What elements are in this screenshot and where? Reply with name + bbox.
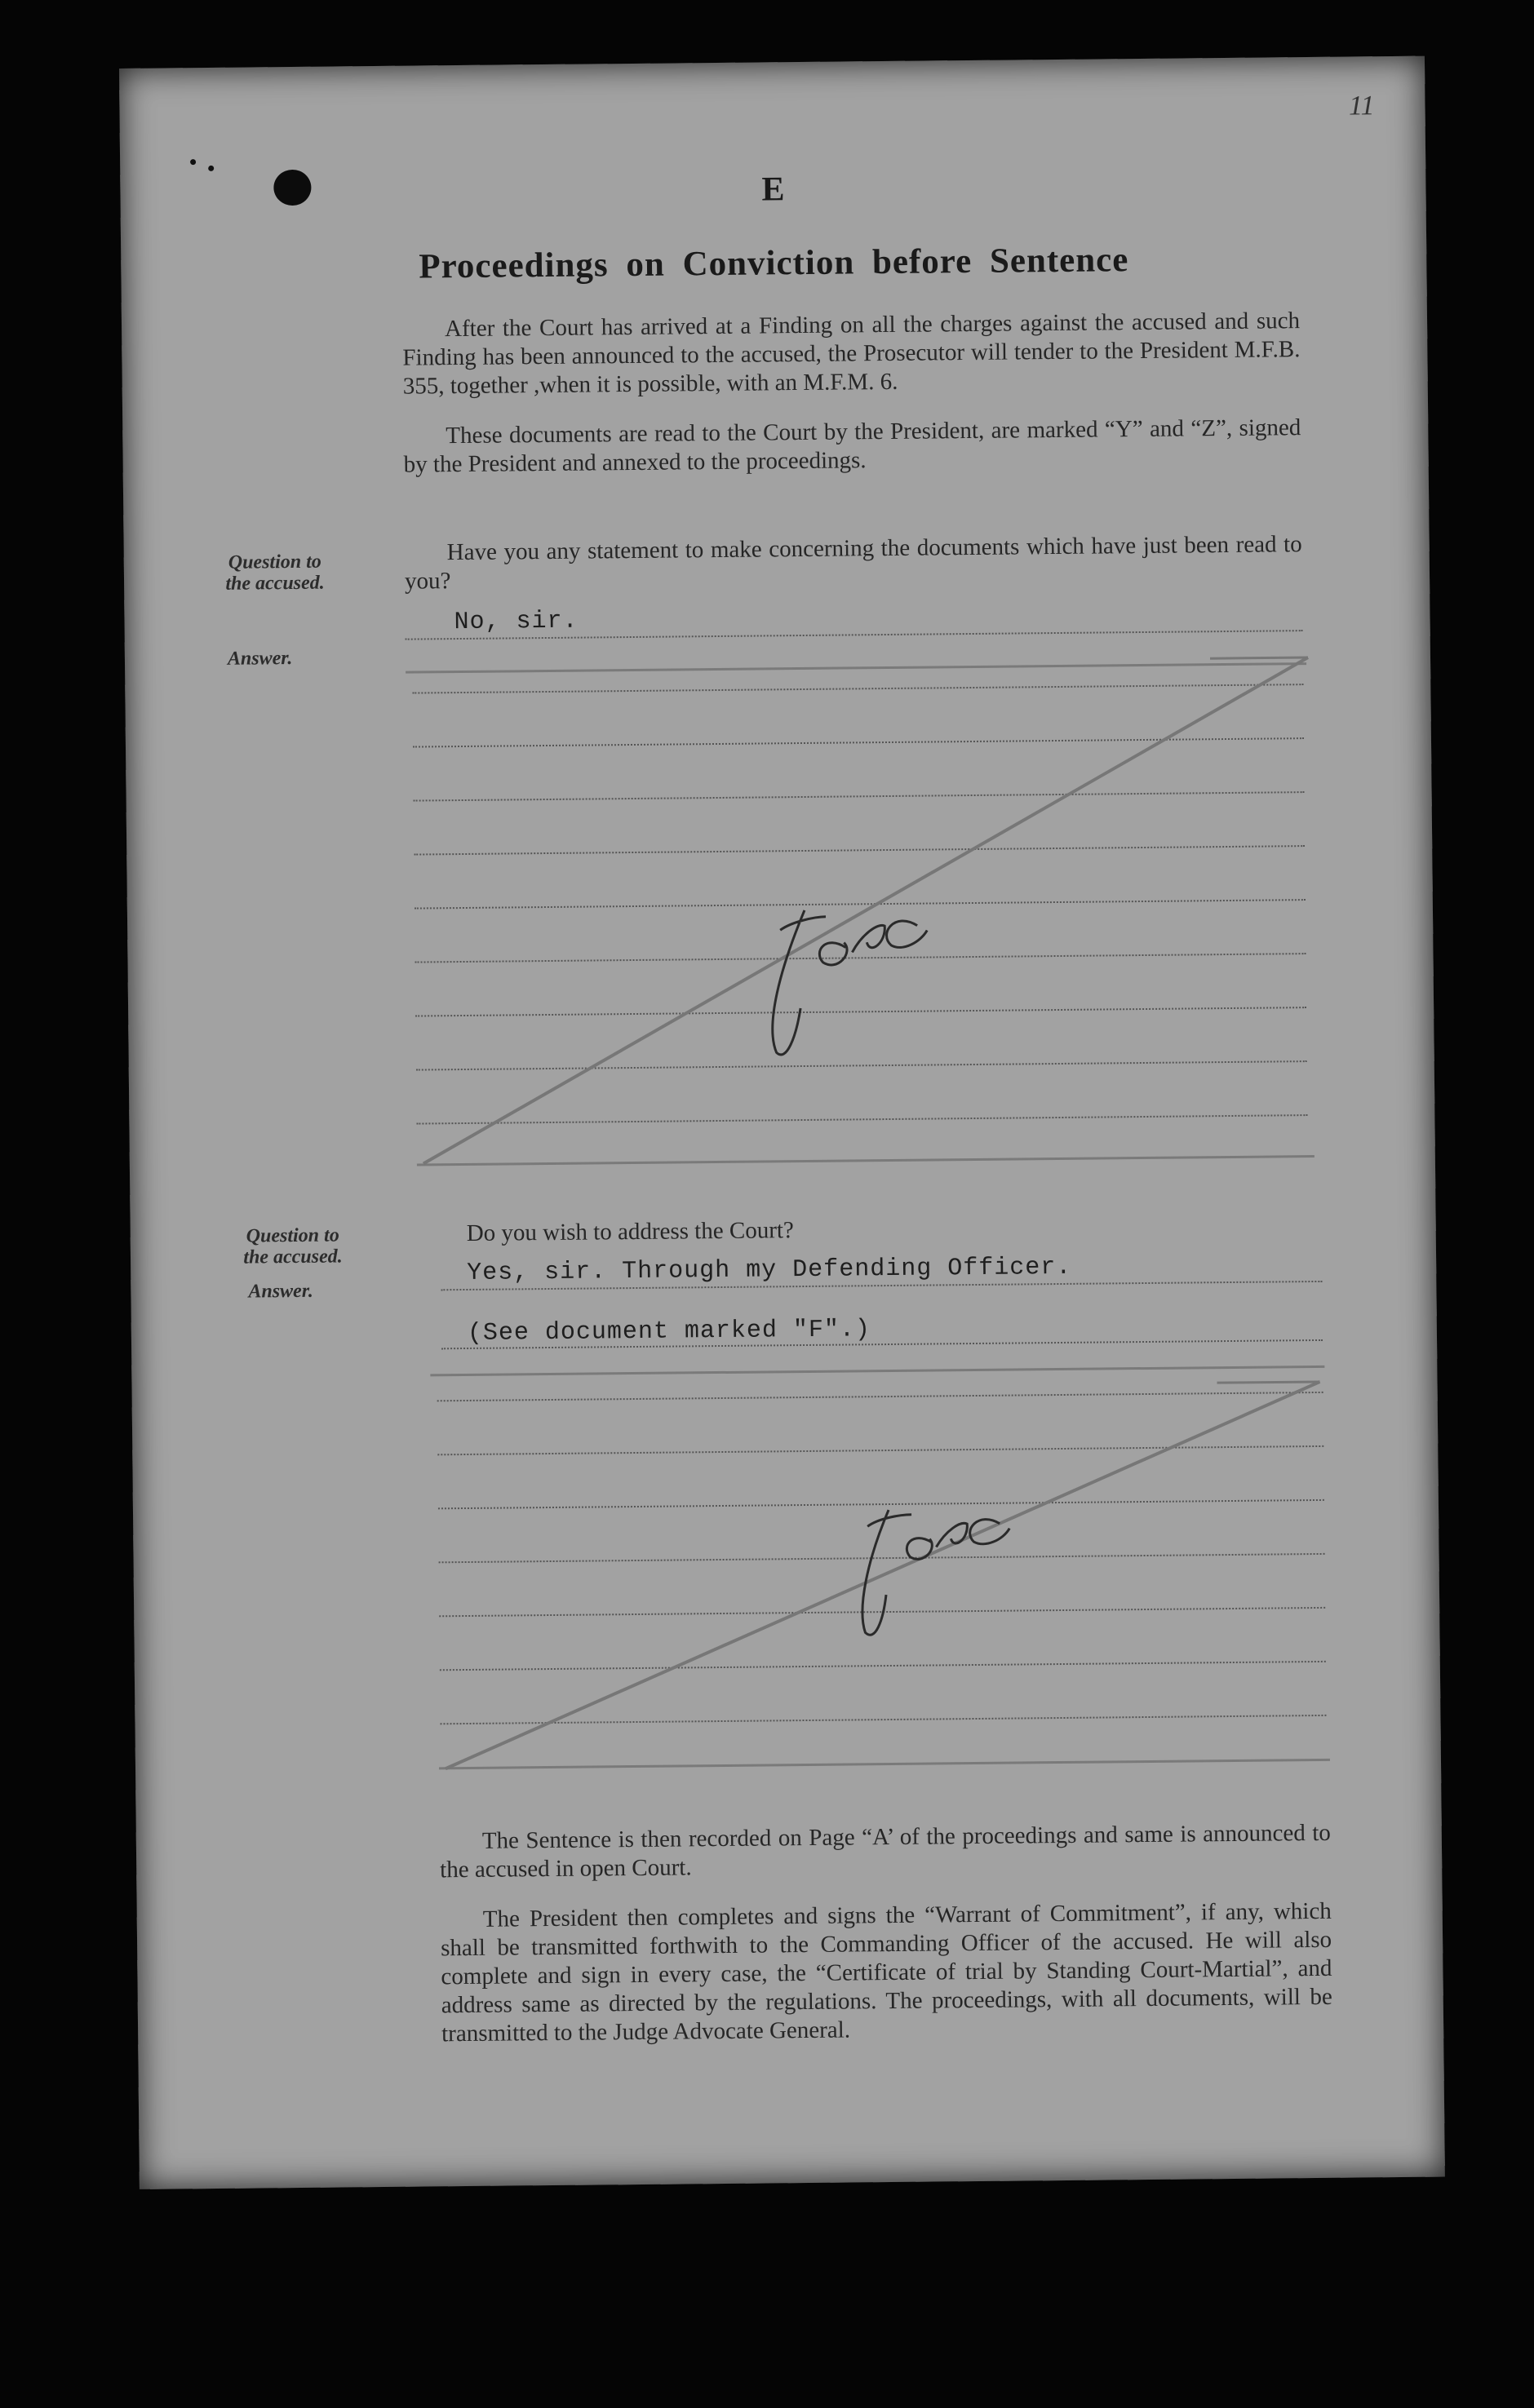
- speck: [208, 166, 214, 171]
- margin-label-line: Question to: [228, 551, 321, 573]
- initials-signature: [747, 867, 961, 1065]
- page-title: Proceedings on Conviction before Sentence: [419, 241, 1129, 286]
- question-one-text: [405, 530, 1303, 596]
- margin-label-line: the accused.: [243, 1246, 343, 1268]
- question-two-text: Do you wish to address the Court?: [466, 1217, 794, 1246]
- section-letter: E: [761, 170, 785, 209]
- margin-label-line: Question to: [246, 1224, 339, 1247]
- document-page: [119, 56, 1445, 2189]
- speck: [190, 159, 196, 165]
- closing-paragraph-1: The Sentence is then recorded on Page “A’ of the proceedings and same is announced to the accused in open Court.: [440, 1819, 1331, 1883]
- intro-paragraph-1: After the Court has arrived at a Finding on all the charges against the accused and such Finding has been announced to the accused, the Prosecutor will tender to the President M.F.B. 355, together ,when it is possible, with an M.F.M. 6.: [402, 308, 1301, 400]
- initials-text: JCAC: [747, 867, 779, 882]
- question-one-typed-answer: No, sir.: [454, 607, 579, 637]
- closing-text: [440, 1819, 1333, 2048]
- initials-text: JCAC: [834, 1475, 867, 1490]
- initials-signature: [834, 1475, 1049, 1649]
- question-one-margin-label: [214, 551, 336, 594]
- question-one-answer-label: Answer.: [227, 647, 293, 670]
- question-two-margin-label: [232, 1224, 354, 1268]
- margin-label-line: the accused.: [225, 572, 325, 595]
- question-one-paragraph: Have you any statement to make concerning the documents which have just been read to you?: [404, 531, 1302, 595]
- page-number: 11: [1348, 91, 1375, 122]
- question-two-answer-label: Answer.: [248, 1280, 313, 1303]
- intro-text: [402, 307, 1301, 480]
- closing-paragraph-2: The President then completes and signs the “Warrant of Commitment”, if any, which shall be transmitted forthwith to the Commanding Officer of the accused. He will also complete and sign in every case, the “Certificate of trial by Standing Court-Martial”, and address same as directed by the regulations. The proceedings, with all documents, will be transmitted to the Judge Advocate General.: [440, 1897, 1332, 2047]
- intro-paragraph-2: These documents are read to the Court by the President, are marked “Y” and “Z”, signed by the President and annexed to the proceedings.: [403, 414, 1301, 478]
- question-two-typed-answer-line-2: (See document marked "F".): [467, 1316, 871, 1348]
- question-two-typed-answer-line-1: Yes, sir. Through my Defending Officer.: [467, 1253, 1072, 1287]
